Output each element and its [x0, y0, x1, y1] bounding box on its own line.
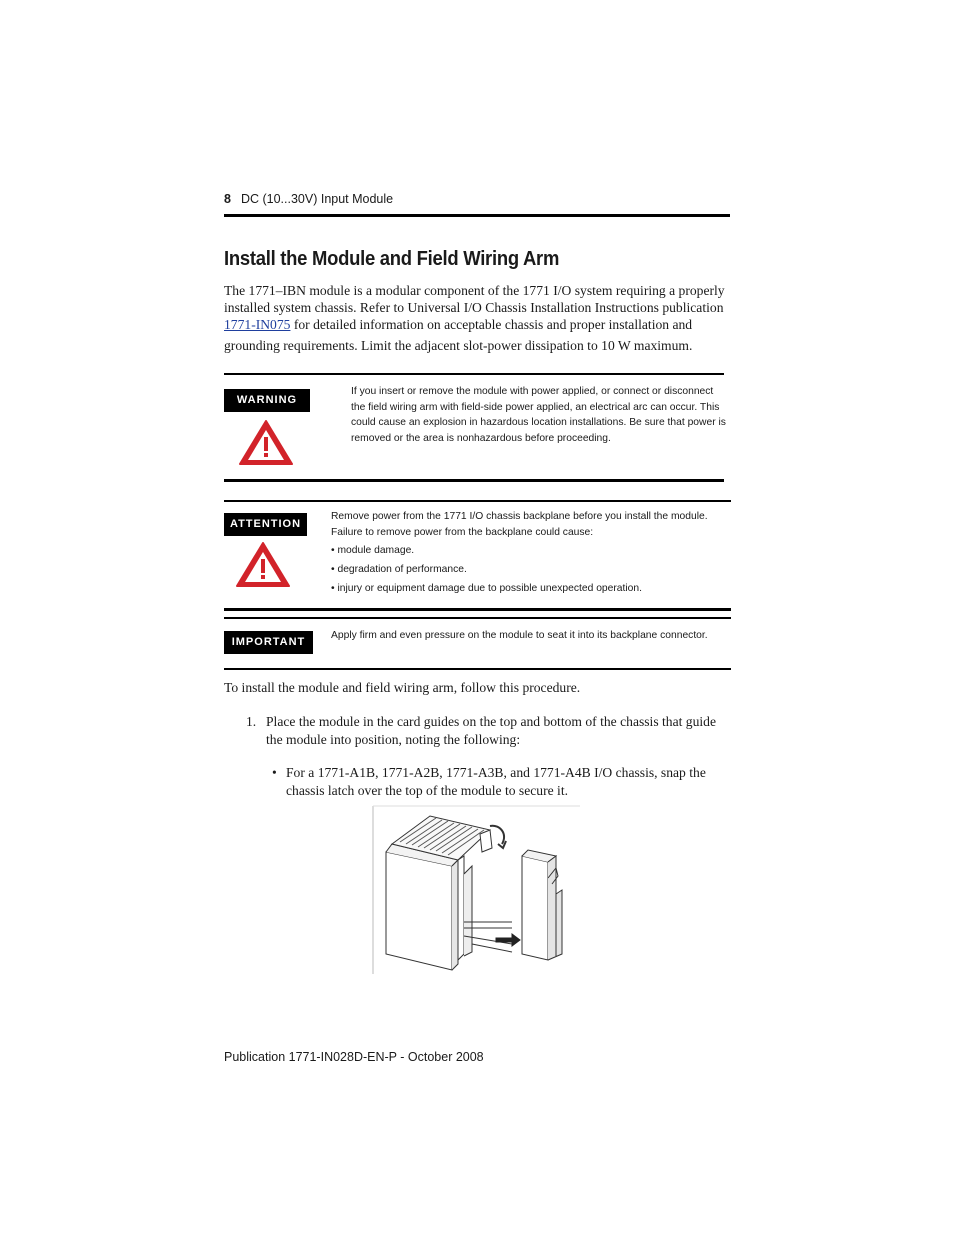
bullet-1-text	[286, 764, 706, 799]
warning-triangle-icon	[238, 418, 294, 466]
warning-label: WARNING	[224, 389, 310, 412]
step-line: Place the module in the card guides on the top and bottom of the chassis that guide	[266, 714, 717, 729]
running-header	[224, 192, 393, 206]
intro-line: grounding requirements. Limit the adjacent slot-power dissipation to 10 W maximum.	[224, 338, 693, 353]
procedure-intro: To install the module and field wiring arm, follow this procedure.	[224, 680, 581, 695]
important-top-rule	[224, 617, 731, 619]
attention-bullet: • injury or equipment damage due to possible unexpected operation.	[331, 582, 642, 594]
warning-top-rule	[224, 373, 724, 375]
attention-text	[331, 509, 708, 597]
attention-bullet: • degradation of performance.	[331, 564, 467, 576]
publication-link[interactable]: 1771-IN075	[224, 317, 291, 332]
important-text	[331, 628, 708, 644]
warning-bottom-rule	[224, 479, 724, 482]
page-number: 8	[224, 192, 231, 206]
warning-text	[351, 384, 726, 447]
important-bottom-rule	[224, 668, 731, 670]
bullet-mark: •	[272, 765, 277, 780]
step-line: the module into position, noting the following:	[266, 731, 521, 747]
bullet-line: chassis latch over the top of the module to secure it.	[286, 782, 568, 798]
attention-line: Failure to remove power from the backplane could cause:	[331, 526, 594, 538]
intro-line: The 1771–IBN module is a modular component of the 1771 I/O system requiring a properly	[224, 283, 725, 298]
section-title: Install the Module and Field Wiring Arm	[224, 247, 560, 270]
intro-line: installed system chassis. Refer to Universal I/O Chassis Installation Instructions publication	[224, 300, 724, 315]
important-label: IMPORTANT	[224, 631, 313, 654]
step-number: 1.	[246, 714, 257, 729]
intro-line-rest: for detailed information on acceptable chassis and proper installation and	[290, 317, 693, 332]
warning-line: could cause an explosion in hazardous location installations. Be sure that power is	[351, 417, 726, 429]
warning-line: removed or the area is nonhazardous before proceeding.	[351, 433, 611, 445]
publication-footer: Publication 1771-IN028D-EN-P - October 2008	[224, 1050, 484, 1064]
attention-bullet: • module damage.	[331, 545, 415, 557]
important-line: Apply firm and even pressure on the module to seat it into its backplane connector.	[331, 630, 708, 641]
running-title: DC (10...30V) Input Module	[240, 192, 394, 206]
intro-line	[224, 316, 730, 333]
header-rule	[224, 214, 730, 217]
attention-bottom-rule	[224, 608, 731, 611]
bullet-line: For a 1771-A1B, 1771-A2B, 1771-A3B, and 1771-A4B I/O chassis, snap the	[286, 765, 706, 780]
intro-paragraph	[224, 282, 730, 354]
warning-line: the field wiring arm with field-side power applied, an electrical arc can occur. This	[351, 401, 720, 413]
module-insertion-illustration	[372, 804, 582, 976]
warning-line: If you insert or remove the module with power applied, or connect or disconnect	[351, 386, 714, 397]
step-1-text	[266, 713, 716, 748]
attention-line: Remove power from the 1771 I/O chassis backplane before you install the module.	[331, 511, 708, 522]
attention-top-rule	[224, 500, 731, 502]
attention-label: ATTENTION	[224, 513, 307, 536]
attention-triangle-icon	[235, 540, 291, 588]
